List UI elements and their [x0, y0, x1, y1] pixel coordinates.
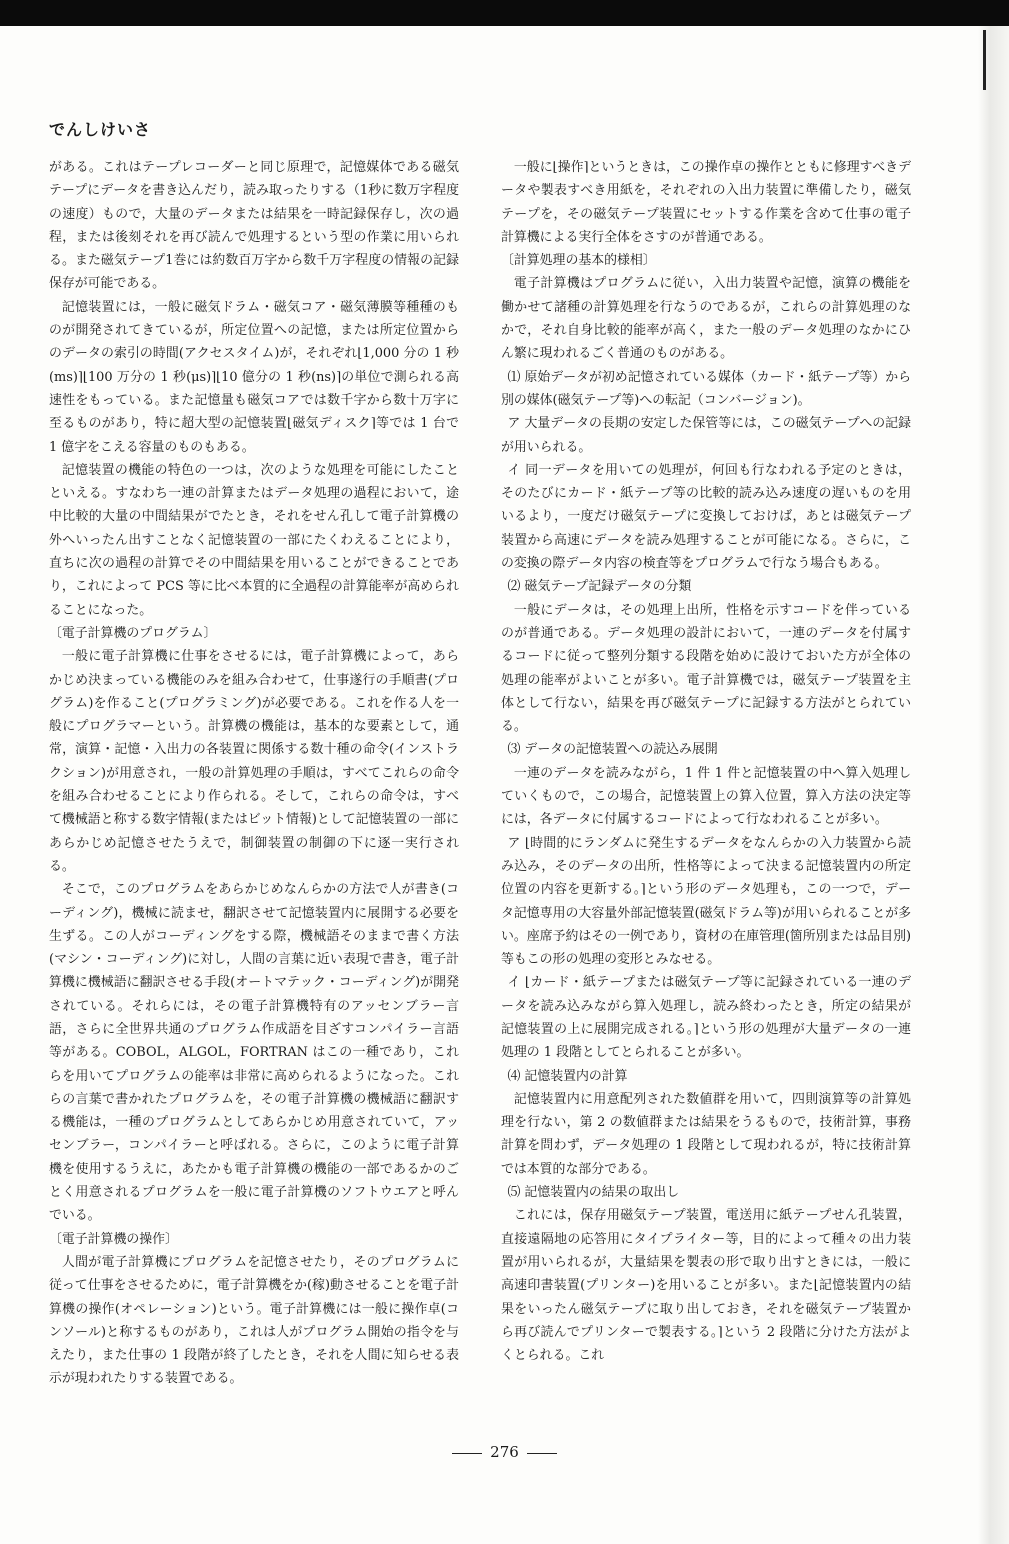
- paragraph: 人間が電子計算機にプログラムを記憶させたり，そのプログラムに従って仕事をさせるために，電子計算機をか(稼)動させることを電子計算機の操作(オペレーション)という。電子計算機には一般に操作卓(コンソール)と称するものがあり，これは人がプログラム開始の指令を与えたり，また仕事の 1 段階が終了したとき，それを人間に知らせる表示が現われたりする装置である。: [49, 1254, 459, 1387]
- paragraph: 〔電子計算機の操作〕: [49, 1231, 178, 1247]
- paragraph: 〔電子計算機のプログラム〕: [49, 625, 217, 641]
- paragraph: ⑴ 原始データが初め記憶されている媒体（カード・紙テープ等）から別の媒体(磁気テープ等)への転記（コンバージョン)。: [501, 369, 911, 408]
- page-number-dash-left: [452, 1453, 482, 1454]
- paragraph: これには，保存用磁気テープ装置，電送用に紙テープせん孔装置，直接遠隔地の応答用にタイプライター等，目的によって種々の出力装置が用いられるが，大量結果を製表の形で取り出すときには，一般に高速印書装置(プリンター)を用いることが多い。また⌊記憶装置内の結果をいったん磁気テープに取り出しておき，それを磁気テープ装置から再び読んでプリンターで製表する。⌉という 2 段階に分けた方法がよくとられる。これ: [501, 1208, 911, 1364]
- paragraph: ⑶ データの記憶装置への読込み展開: [507, 742, 718, 758]
- scan-binding-shadow: [978, 26, 1009, 1544]
- paragraph: ⑸ 記憶装置内の結果の取出し: [507, 1185, 680, 1201]
- paragraph: ア 大量データの長期の安定した保管等には，この磁気テープへの記録が用いられる。: [501, 416, 911, 455]
- paragraph: 記憶装置には，一般に磁気ドラム・磁気コア・磁気薄膜等種種のものが開発されてきているが，所定位置への記憶，または所定位置からのデータの索引の時間(アクセスタイム)が，それぞれ⌊1,000 分の 1 秒(ms)⌉⌊100 万分の 1 秒(μs)⌉⌊10 億分の 1 秒(ns)⌉の単位で測られる高速性をもっている。また記憶量も磁気コアでは数千字から数十万字に至るものがあり，特に超大型の記憶装置⌊磁気ディスク⌉等では 1 台で 1 億字をこえる容量のものもある。: [49, 299, 459, 455]
- page-number: 276: [490, 1443, 519, 1461]
- running-head: でんしけいさ: [49, 120, 152, 139]
- scan-top-border: [0, 0, 1009, 26]
- paragraph: ⑷ 記憶装置内の計算: [507, 1068, 628, 1084]
- paragraph: 記憶装置の機能の特色の一つは，次のような処理を可能にしたことといえる。すなわち一連の計算またはデータ処理の過程において，途中比較的大量の中間結果がでたとき，それをせん孔して電子計算機の外へいったん出すことなく記憶装置の一部にたくわえることにより，直ちに次の過程の計算でその中間結果を用いることができることであり，これによって PCS 等に比べ本質的に全過程の計算能率が高められることになった。: [49, 462, 459, 618]
- right-column: [501, 156, 911, 1367]
- paragraph: 記憶装置内に用意配列された数値群を用いて，四則演算等の計算処理を行ない，第 2 の数値群または結果をうるもので，技術計算，事務計算を問わず，データ処理の 1 段階として現われるが，特に技術計算では本質的な部分である。: [501, 1091, 911, 1177]
- scan-edge-mark: [983, 30, 986, 90]
- page-number-footer: [0, 1443, 1009, 1461]
- paragraph: 電子計算機はプログラムに従い，入出力装置や記憶，演算の機能を働かせて諸種の計算処理を行なうのであるが，これらの計算処理のなかで，それ自身比較的能率が高く，また一般のデータ処理のなかにひん繁に現われるごく普通のものがある。: [501, 276, 911, 362]
- paragraph: イ ⌊カード・紙テープまたは磁気テープ等に記録されている一連のデータを読み込みながら算入処理し，読み終わったとき，所定の結果が記憶装置の上に展開完成される。⌉という形の処理が大量データの一連処理の 1 段階としてとられることが多い。: [501, 975, 911, 1061]
- paragraph: そこで，このプログラムをあらかじめなんらかの方法で人が書き(コーディング)，機械に読ませ，翻訳させて記憶装置内に展開する必要を生ずる。この人がコーディングをする際，機械語そのままで書く方法(マシン・コーディング)に対し，人間の言葉に近い表現で書き，電子計算機に機械語に翻訳させる手段(オートマテック・コーディング)が開発されている。それらには，その電子計算機特有のアッセンブラー言語，さらに全世界共通のプログラム作成語を目ざすコンパイラー言語等がある。COBOL，ALGOL，FORTRAN はこの一種であり，これらを用いてプログラムの能率は非常に高められるようになった。これらの言葉で書かれたプログラムを，その電子計算機の機械語に翻訳する機能は，一種のプログラムとしてあらかじめ用意されていて，アッセンブラー，コンパイラーと呼ばれる。さらに，このように電子計算機を使用するうえに，あたかも電子計算機の機能の一部であるかのごとく用意されるプログラムを一般に電子計算機のソフトウエアと呼んでいる。: [49, 882, 459, 1224]
- paragraph: 一般にデータは，その処理上出所，性格を示すコードを伴っているのが普通である。データ処理の設計において，一連のデータを付属するコードに従って整列分類する段階を始めに設けておいた方が全体の処理の能率がよいことが多い。電子計算機では，磁気テープ装置を主体として行ない，結果を再び磁気テープに記録する方法がとられている。: [501, 602, 911, 735]
- paragraph: 一連のデータを読みながら，1 件 1 件と記憶装置の中へ算入処理していくもので，この場合，記憶装置上の算入位置，算入方法の決定等には，各データに付属するコードによって行なわれることが多い。: [501, 765, 911, 828]
- paragraph: がある。これはテープレコーダーと同じ原理で，記憶媒体である磁気テープにデータを書き込んだり，読み取ったりする（1秒に数万字程度の速度）もので，大量のデータまたは結果を一時記録保存し，次の過程，または後刻それを再び読んで処理するという型の作業に用いられる。また磁気テープ1巻には約数百万字から数千万字程度の情報の記録保存が可能である。: [49, 160, 459, 292]
- left-column: [49, 156, 459, 1391]
- paragraph: 一般に電子計算機に仕事をさせるには，電子計算機によって，あらかじめ決まっている機能のみを組み合わせて，仕事遂行の手順書(プログラム)を作ること(プログラミング)が必要である。これを作る人を一般にプログラマーという。計算機の機能は，基本的な要素として，通常，演算・記憶・入出力の各装置に関係する数十種の命令(インストラクション)が用意され，一般の計算処理の手順は，すべてこれらの命令を組み合わせることにより作られる。そして，これらの命令は，すべて機械語と称する数字情報(またはビット情報)として記憶装置の一部にあらかじめ記憶させたうえで，制御装置の制御の下に逐一実行される。: [49, 649, 459, 874]
- paragraph: ⑵ 磁気テープ記録データの分類: [507, 579, 692, 595]
- paragraph: イ 同一データを用いての処理が，何回も行なわれる予定のときは，そのたびにカード・紙テープ等の比較的読み込み速度の遅いものを用いるより，一度だけ磁気テープに変換しておけば，あとは磁気テープ装置から高速にデータを読み処理することが可能になる。さらに，この変換の際データ内容の検査等をプログラムで行なう場合もある。: [501, 462, 911, 572]
- paragraph: 一般に⌊操作⌉というときは，この操作卓の操作とともに修理すべきデータや製表すべき用紙を，それぞれの入出力装置に準備したり，磁気テープを，その磁気テープ装置にセットする作業を含めて仕事の電子計算機による実行全体をさすのが普通である。: [501, 160, 911, 245]
- page-number-dash-right: [527, 1453, 557, 1454]
- paragraph: 〔計算処理の基本的様相〕: [501, 253, 656, 269]
- paragraph: ア ⌊時間的にランダムに発生するデータをなんらかの入力装置から読み込み，そのデータの出所，性格等によって決まる記憶装置内の所定位置の内容を更新する。⌉という形のデータ処理も，この一つで，データ記憶専用の大容量外部記憶装置(磁気ドラム等)が用いられることが多い。座席予約はその一例であり，資材の在庫管理(箇所別または品目別)等もこの形の処理の変形とみなせる。: [501, 835, 911, 968]
